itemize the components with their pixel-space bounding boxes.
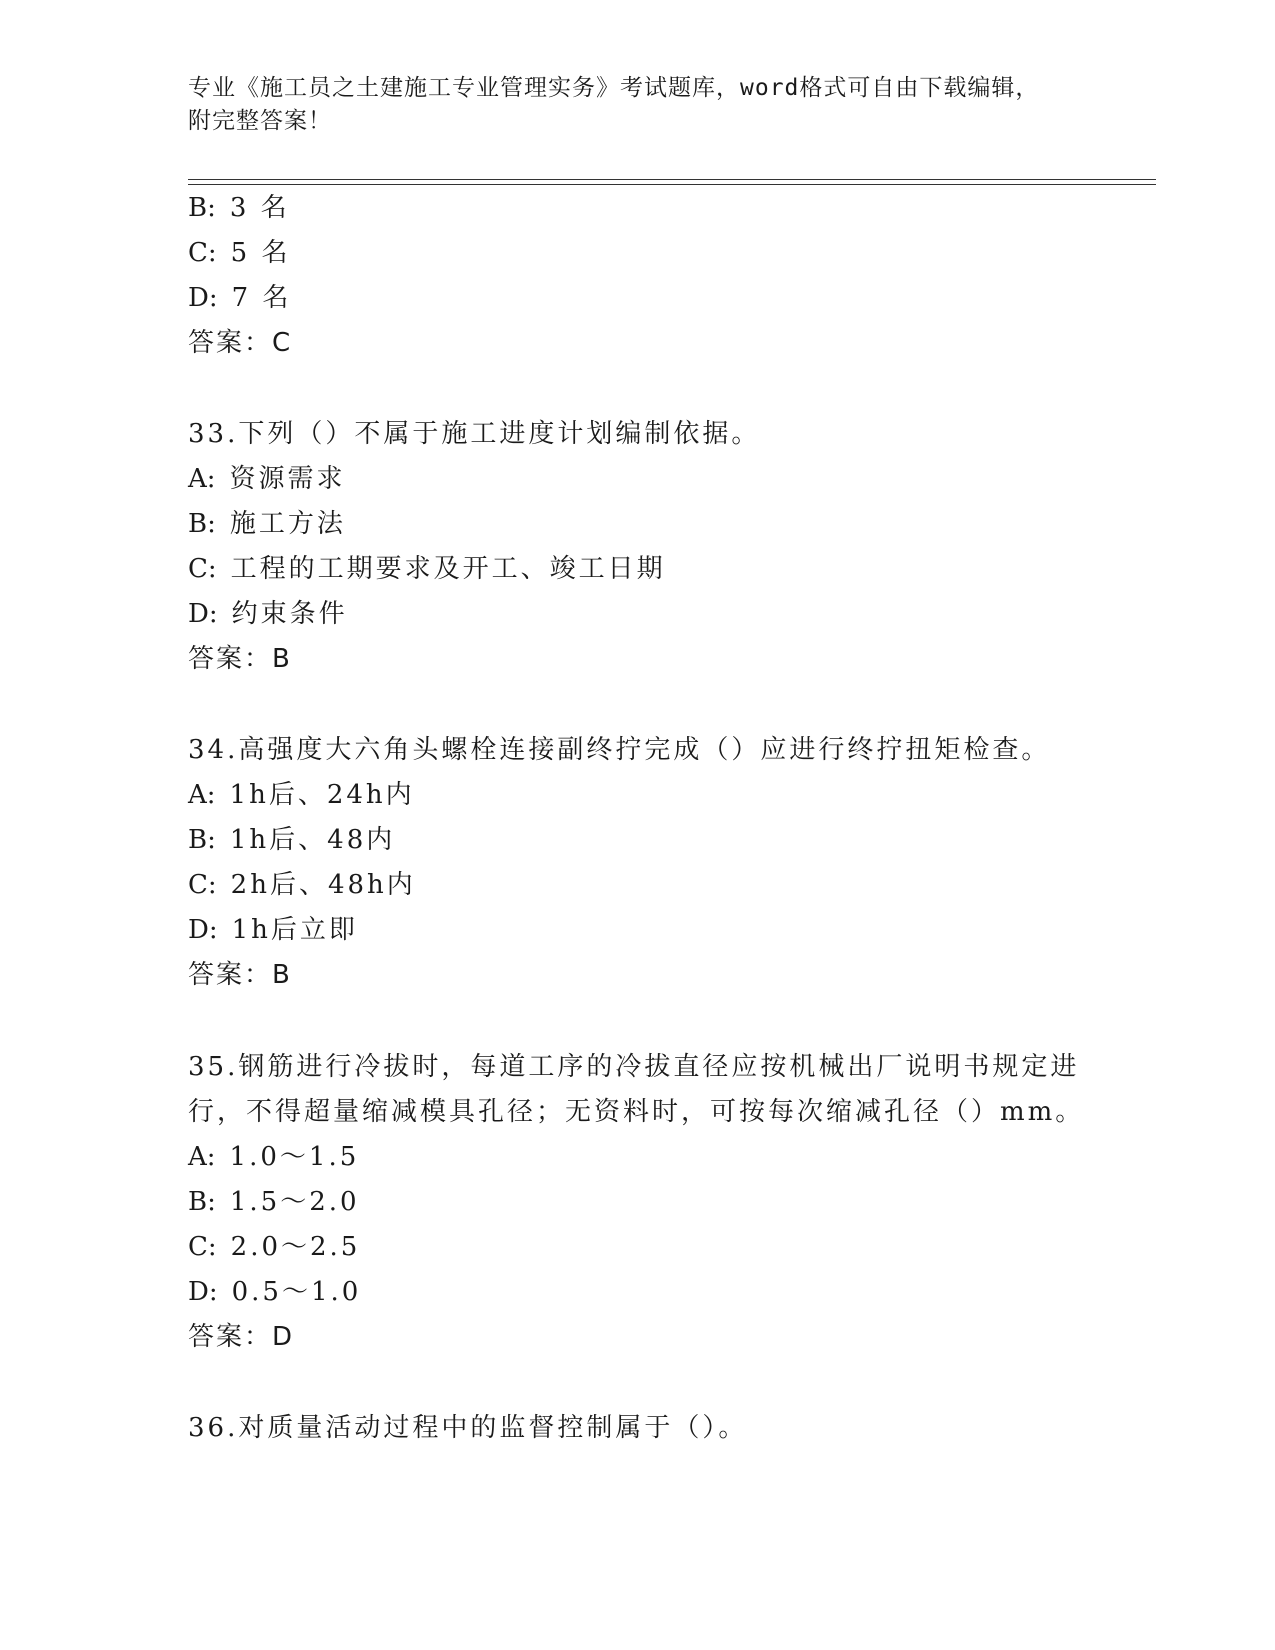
option-text: 5 名 <box>230 238 291 268</box>
question-35-line-2: 行，不得超量缩减模具孔径；无资料时，可按每次缩减孔径（）mm。 <box>188 1097 1085 1127</box>
answer: 答案：C <box>188 328 293 358</box>
option-letter: B: <box>188 1187 216 1217</box>
option-c <box>188 236 290 270</box>
header-rule-top <box>188 179 1156 180</box>
option-text: 7 名 <box>231 283 292 313</box>
option-letter: B: <box>188 193 216 223</box>
option-letter: D: <box>188 1277 218 1307</box>
option-b <box>188 1185 360 1219</box>
option-b <box>188 191 290 225</box>
option-text: 2.0～2.5 <box>230 1232 361 1262</box>
option-text: 3 名 <box>229 193 290 223</box>
option-text: 1.0～1.5 <box>229 1142 360 1172</box>
option-d <box>188 281 291 315</box>
option-text: 1h后、24h内 <box>229 780 415 810</box>
option-a <box>188 1140 359 1174</box>
option-letter: C: <box>188 1232 217 1262</box>
option-letter: A: <box>188 1142 216 1172</box>
header-line-1: 专业《施工员之土建施工专业管理实务》考试题库，word格式可自由下载编辑， <box>188 75 1040 101</box>
question-36: 36.对质量活动过程中的监督控制属于（）。 <box>188 1413 748 1443</box>
option-a <box>188 462 346 496</box>
option-letter: C: <box>188 238 217 268</box>
option-letter: A: <box>188 780 216 810</box>
question-35-line-1: 35.钢筋进行冷拔时，每道工序的冷拔直径应按机械出厂说明书规定进 <box>188 1052 1080 1082</box>
header-rule-bottom <box>188 184 1156 185</box>
option-d <box>188 597 348 631</box>
option-a <box>188 778 415 812</box>
answer: 答案：B <box>188 644 292 674</box>
option-b <box>188 507 346 541</box>
option-text: 1h后立即 <box>231 915 358 945</box>
option-text: 2h后、48h内 <box>230 870 416 900</box>
option-c <box>188 868 416 902</box>
answer: 答案：D <box>188 1322 295 1352</box>
option-d <box>188 913 358 947</box>
option-b <box>188 823 395 857</box>
option-text: 施工方法 <box>229 509 346 539</box>
option-letter: D: <box>188 599 218 629</box>
option-text: 0.5～1.0 <box>231 1277 362 1307</box>
option-c <box>188 552 666 586</box>
option-letter: B: <box>188 509 216 539</box>
option-letter: C: <box>188 554 217 584</box>
option-letter: B: <box>188 825 216 855</box>
option-c <box>188 1230 360 1264</box>
option-text: 资源需求 <box>229 464 346 494</box>
option-text: 约束条件 <box>231 599 348 629</box>
question-33: 33.下列（）不属于施工进度计划编制依据。 <box>188 419 761 449</box>
option-letter: D: <box>188 915 218 945</box>
option-text: 1h后、48内 <box>229 825 396 855</box>
option-d <box>188 1275 361 1309</box>
header-line-2: 附完整答案！ <box>188 108 332 134</box>
option-text: 工程的工期要求及开工、竣工日期 <box>230 554 666 584</box>
option-text: 1.5～2.0 <box>229 1187 360 1217</box>
option-letter: A: <box>188 464 216 494</box>
option-letter: D: <box>188 283 218 313</box>
question-34: 34.高强度大六角头螺栓连接副终拧完成（）应进行终拧扭矩检查。 <box>188 735 1051 765</box>
document-header <box>188 72 1068 138</box>
answer: 答案：B <box>188 960 292 990</box>
option-letter: C: <box>188 870 217 900</box>
